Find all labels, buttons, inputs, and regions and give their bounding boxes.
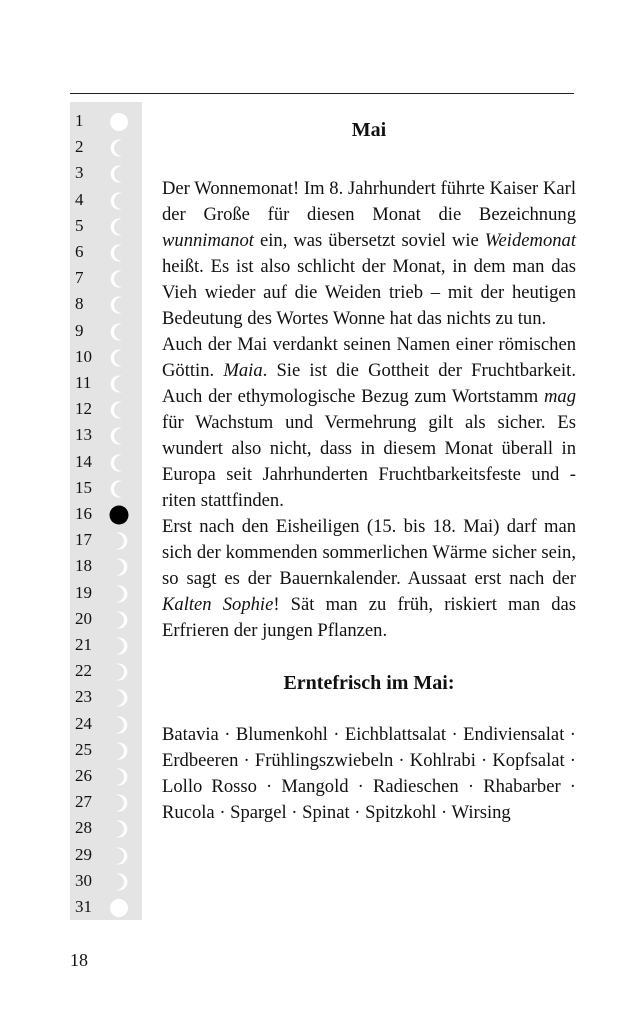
waxing-moon-icon	[109, 269, 129, 289]
day-number: 24	[75, 713, 92, 733]
day-number: 7	[75, 268, 84, 288]
day-number: 5	[75, 215, 84, 235]
waning-moon-icon	[109, 793, 129, 813]
day-number: 22	[75, 661, 92, 681]
day-number: 10	[75, 346, 92, 366]
day-row	[70, 475, 142, 501]
waxing-moon-icon	[109, 400, 129, 420]
page-number: 18	[70, 950, 88, 970]
harvest-list: Batavia · Blumenkohl · Eichblattsalat · Endiviensalat · Erdbeeren · Frühlingszwiebeln · Kohlrabi · Kopfsalat · Lollo Rosso · Mangold · Radieschen · Rhabarber · Rucola · Spargel · Spinat · Spitzkohl · Wirsing	[162, 724, 576, 823]
waning-moon-icon	[109, 872, 129, 892]
day-row	[70, 737, 142, 763]
waning-moon-icon	[109, 557, 129, 577]
day-row	[70, 213, 142, 239]
day-row	[70, 187, 142, 213]
day-number: 8	[75, 294, 84, 314]
new-moon-icon	[109, 505, 129, 525]
day-number: 23	[75, 687, 92, 707]
day-row	[70, 789, 142, 815]
intro-paragraph-3: Erst nach den Eisheiligen (15. bis 18. Mai) darf man sich der kommenden sommerlichen Wärme sicher sein, so sagt es der Bauernkalender. Aussaat erst nach der Kalten Sophie! Sät man zu früh, riskiert man das Erfrieren der jungen Pflanzen.	[162, 516, 576, 641]
day-row	[70, 318, 142, 344]
waxing-moon-icon	[109, 138, 129, 158]
waning-moon-icon	[109, 819, 129, 839]
day-row	[70, 658, 142, 684]
waning-moon-icon	[109, 715, 129, 735]
intro-paragraph-2: Auch der Mai verdankt seinen Namen einer römischen Göttin. Maia. Sie ist die Gottheit der Fruchtbarkeit. Auch der ethymologische Bezug zum Wortstamm mag für Wachstum und Vermehrung gilt als sicher. Es wundert also nicht, dass in diesem Monat überall in Europa seit Jahrhunderten Fruchtbarkeitsfeste und -riten stattfinden.	[162, 334, 576, 511]
waxing-moon-icon	[109, 374, 129, 394]
day-number: 27	[75, 792, 92, 812]
day-number: 30	[75, 870, 92, 890]
waning-moon-icon	[109, 767, 129, 787]
day-row	[70, 422, 142, 448]
waning-moon-icon	[109, 741, 129, 761]
waxing-moon-icon	[109, 191, 129, 211]
day-row	[70, 265, 142, 291]
day-number: 4	[75, 189, 84, 209]
waning-moon-icon	[109, 662, 129, 682]
day-row	[70, 815, 142, 841]
day-number: 25	[75, 739, 92, 759]
waxing-moon-icon	[109, 348, 129, 368]
waxing-moon-icon	[109, 164, 129, 184]
day-row	[70, 868, 142, 894]
day-row	[70, 396, 142, 422]
day-number: 31	[75, 897, 92, 916]
page-content	[162, 110, 576, 826]
waxing-moon-icon	[109, 479, 129, 499]
waxing-moon-icon	[109, 322, 129, 342]
intro-paragraph-1: Der Wonnemonat! Im 8. Jahrhundert führte Kaiser Karl der Große für diesen Monat die Bezeichnung wunnimanot ein, was übersetzt soviel wie Weidemonat heißt. Es ist also schlicht der Monat, in dem man das Vieh wieder auf die Weiden trieb – mit der heutigen Bedeutung des Wortes Wonne hat das nichts zu tun.	[162, 178, 576, 329]
day-row	[70, 580, 142, 606]
day-number: 18	[75, 556, 92, 576]
waning-moon-icon	[109, 688, 129, 708]
waning-moon-icon	[109, 610, 129, 630]
day-number: 13	[75, 425, 92, 445]
waning-moon-icon	[109, 584, 129, 604]
full-moon-icon	[109, 112, 129, 132]
waning-moon-icon	[109, 636, 129, 656]
day-number: 17	[75, 530, 92, 550]
day-row	[70, 684, 142, 710]
day-row	[70, 501, 142, 527]
day-row	[70, 553, 142, 579]
day-number: 2	[75, 137, 84, 157]
waxing-moon-icon	[109, 243, 129, 263]
day-number: 20	[75, 608, 92, 628]
day-row	[70, 763, 142, 789]
day-row	[70, 370, 142, 396]
day-row	[70, 449, 142, 475]
day-number: 21	[75, 635, 92, 654]
day-row	[70, 344, 142, 370]
day-row	[70, 842, 142, 868]
day-number: 6	[75, 242, 84, 261]
top-rule	[70, 93, 574, 94]
day-row	[70, 711, 142, 737]
day-row	[70, 527, 142, 553]
day-number: 1	[75, 111, 84, 130]
month-title: Mai	[351, 119, 387, 141]
day-number: 29	[75, 844, 92, 864]
day-row	[70, 894, 142, 920]
waxing-moon-icon	[109, 217, 129, 237]
day-number: 12	[75, 399, 92, 419]
day-number: 26	[75, 766, 92, 785]
day-number: 28	[75, 818, 92, 838]
harvest-title: Erntefrisch im Mai:	[283, 672, 455, 694]
day-row	[70, 160, 142, 186]
day-number: 11	[75, 373, 92, 392]
day-number: 3	[75, 163, 84, 183]
day-row	[70, 239, 142, 265]
moon-calendar-column	[70, 102, 142, 920]
full-moon-icon	[109, 898, 129, 918]
waning-moon-icon	[109, 531, 129, 551]
day-number: 9	[75, 320, 84, 340]
day-row	[70, 606, 142, 632]
waxing-moon-icon	[109, 426, 129, 446]
day-row	[70, 291, 142, 317]
day-row	[70, 108, 142, 134]
day-row	[70, 134, 142, 160]
waxing-moon-icon	[109, 295, 129, 315]
day-row	[70, 632, 142, 658]
waxing-moon-icon	[109, 453, 129, 473]
day-number: 16	[75, 504, 92, 523]
day-number: 14	[75, 451, 92, 471]
waning-moon-icon	[109, 846, 129, 866]
day-number: 19	[75, 582, 92, 602]
day-number: 15	[75, 477, 92, 497]
